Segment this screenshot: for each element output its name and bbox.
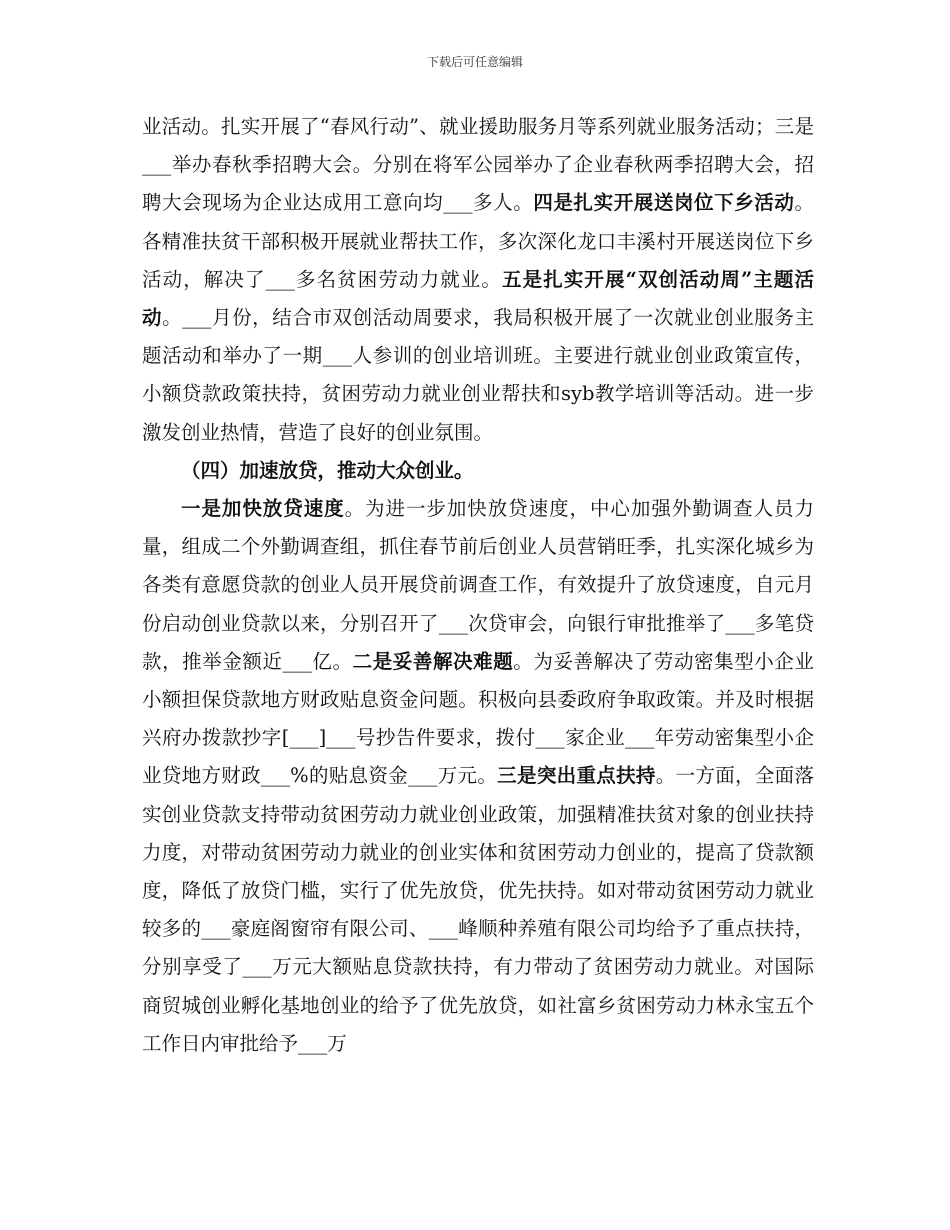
page-header: 下载后可任意编辑 [426,55,523,69]
paragraph-loans [142,490,814,1063]
bold-phrase: 五是扎实开展“双创活动周”主题活动 [142,267,814,330]
bold-phrase: 二是妥善解决难题 [352,649,514,673]
paragraph-text: 业活动。扎实开展了“春风行动”、就业援助服务月等系列就业服务活动；三是___举办春秋季招聘大会。分别在将军公园举办了企业春秋两季招聘大会，招聘大会现场为企业达成用工意向均___多人。 [142,115,814,215]
paragraph-text: 。为妥善解决了劳动密集型小企业小额担保贷款地方财政贴息资金问题。积极向县委政府争取政策。并及时根据兴府办拨款抄字[___]___号抄告件要求，拨付___家企业___年劳动密集型小企业贷地方财政___%的贴息资金___万元。 [142,649,814,788]
paragraph-text: 。一方面，全面落实创业贷款支持带动贫困劳动力就业创业政策，加强精准扶贫对象的创业扶持力度，对带动贫困劳动力就业的创业实体和贫困劳动力创业的，提高了贷款额度，降低了放贷门槛，实行了优先放贷，优先扶持。如对带动贫困劳动力就业较多的___豪庭阁窗帘有限公司、___峰顺种养殖有限公司均给予了重点扶持，分别享受了___万元大额贴息贷款扶持，有力带动了贫困劳动力就业。对国际商贸城创业孵化基地创业的给予了优先放贷，如社富乡贫困劳动力林永宝五个工作日内审批给予___万 [142,764,814,1055]
bold-phrase: 一是加快放贷速度 [181,497,345,521]
bold-phrase: 四是扎实开展送岗位下乡活动 [533,191,795,215]
document-body [142,108,814,1063]
bold-phrase: 三是突出重点扶持 [497,764,656,788]
section-heading: （四）加速放贷，推动大众创业。 [181,458,474,482]
paragraph-text: 。___月份，结合市双创活动周要求，我局积极开展了一次就业创业服务主题活动和举办了一期___人参训的创业培训班。主要进行就业创业政策宣传，小额贷款政策扶持，贫困劳动力就业创业帮扶和syb教学培训等活动。进一步激发创业热情，营造了良好的创业氛围。 [142,306,814,444]
paragraph-employment-activities [142,108,814,452]
paragraph-text: 。各精准扶贫干部积极开展就业帮扶工作，多次深化龙口丰溪村开展送岗位下乡活动，解决了___多名贫困劳动力就业。 [142,191,814,291]
paragraph-text: 。为进一步加快放贷速度，中心加强外勤调查人员力量，组成二个外勤调查组，抓住春节前后创业人员营销旺季，扎实深化城乡为各类有意愿贷款的创业人员开展贷前调查工作，有效提升了放贷速度，自元月份启动创业贷款以来，分别召开了___次贷审会，向银行审批推举了___多笔贷款，推举金额近___亿。 [142,497,814,673]
